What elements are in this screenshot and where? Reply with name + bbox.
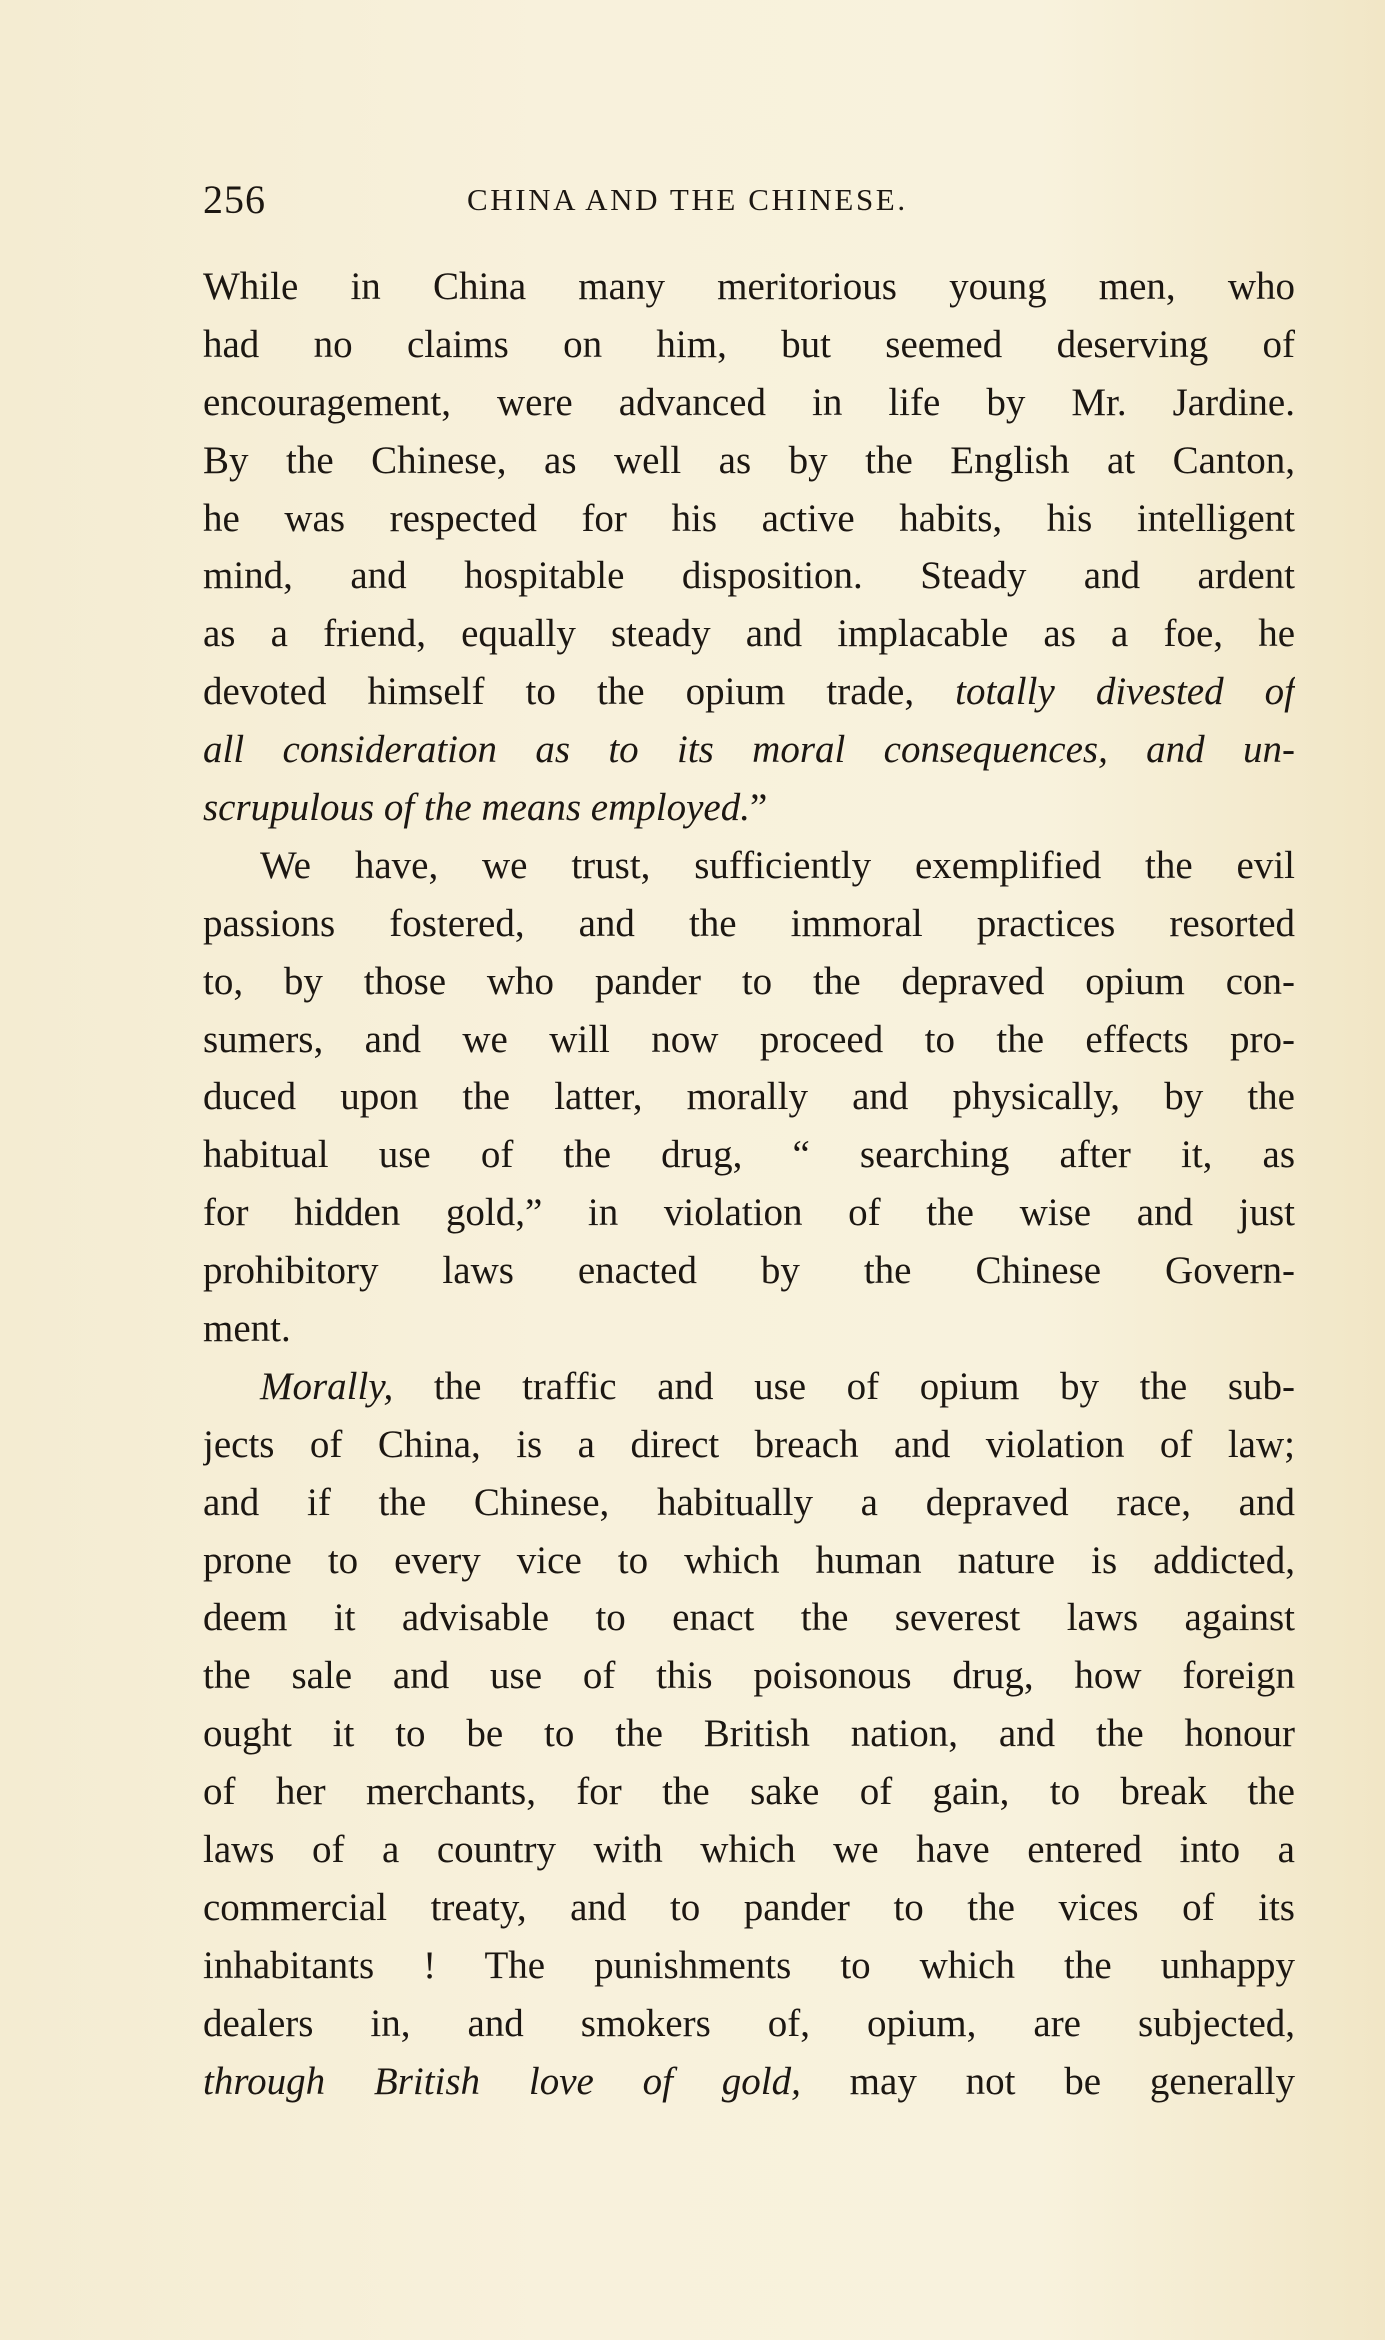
text-line: of her merchants, for the sake of gain, to break the: [203, 1770, 1295, 1814]
text-line: devoted himself to the opium trade, totally divested of: [203, 670, 1295, 714]
text-line: for hidden gold,” in violation of the wise and just: [203, 1191, 1295, 1235]
text-line: encouragement, were advanced in life by Mr. Jardine.: [203, 380, 1295, 424]
italic-text: all consideration as to its moral consequences, and un-: [203, 728, 1295, 772]
text-line: [203, 721, 1295, 779]
page-header: [203, 170, 1295, 230]
text-line: mind, and hospitable disposition. Steady and ardent: [203, 554, 1295, 598]
text-line: passions fostered, and the immoral practices resorted: [203, 901, 1295, 945]
text-line: duced upon the latter, morally and physically, by the: [203, 1075, 1295, 1119]
italic-text: through British love of gold,: [203, 2059, 801, 2103]
italic-text: Morally,: [260, 1364, 394, 1408]
text-line: While in China many meritorious young men, who: [203, 265, 1295, 308]
text-line: he was respected for his active habits, his intelligent: [203, 496, 1295, 540]
text-line: Morally, the traffic and use of opium by the sub-: [260, 1364, 1295, 1408]
text-line: scrupulous of the means employed.”: [203, 786, 768, 830]
text-line: ought it to be to the British nation, and the honour: [203, 1712, 1295, 1756]
text-line: prone to every vice to which human nature is addicted,: [203, 1538, 1295, 1582]
text-line: habitual use of the drug, “ searching after it, as: [203, 1133, 1295, 1177]
text-line: dealers in, and smokers of, opium, are subjected,: [203, 2001, 1295, 2045]
text-line: had no claims on him, but seemed deserving of: [203, 322, 1295, 366]
text-line: deem it advisable to enact the severest laws against: [203, 1596, 1295, 1640]
text-line: sumers, and we will now proceed to the effects pro-: [203, 1017, 1295, 1061]
italic-text: totally divested of: [955, 670, 1295, 714]
text-line: and if the Chinese, habitually a depraved race, and: [203, 1480, 1295, 1524]
text-line: laws of a country with which we have entered into a: [203, 1828, 1295, 1872]
running-head: CHINA AND THE CHINESE.: [467, 182, 908, 217]
text-line: ment.: [203, 1307, 291, 1351]
text-line: By the Chinese, as well as by the English at Canton,: [203, 438, 1295, 482]
text-line: as a friend, equally steady and implacable as a foe, he: [203, 612, 1295, 656]
text-line: jects of China, is a direct breach and violation of law;: [203, 1422, 1295, 1466]
page-number: 256: [203, 177, 266, 222]
text-line: commercial treaty, and to pander to the vices of its: [203, 1885, 1295, 1929]
text-line: to, by those who pander to the depraved opium con-: [203, 959, 1295, 1003]
text-line: inhabitants ! The punishments to which the unhappy: [203, 1943, 1295, 1987]
body-text: [203, 258, 1295, 2111]
text-line: prohibitory laws enacted by the Chinese Govern-: [203, 1249, 1295, 1293]
italic-text: scrupulous of the means employed.: [203, 786, 750, 830]
text-line: the sale and use of this poisonous drug, how foreign: [203, 1654, 1295, 1698]
text-line: through British love of gold, may not be generally: [203, 2059, 1295, 2103]
text-line: We have, we trust, sufficiently exemplified the evil: [260, 843, 1295, 887]
